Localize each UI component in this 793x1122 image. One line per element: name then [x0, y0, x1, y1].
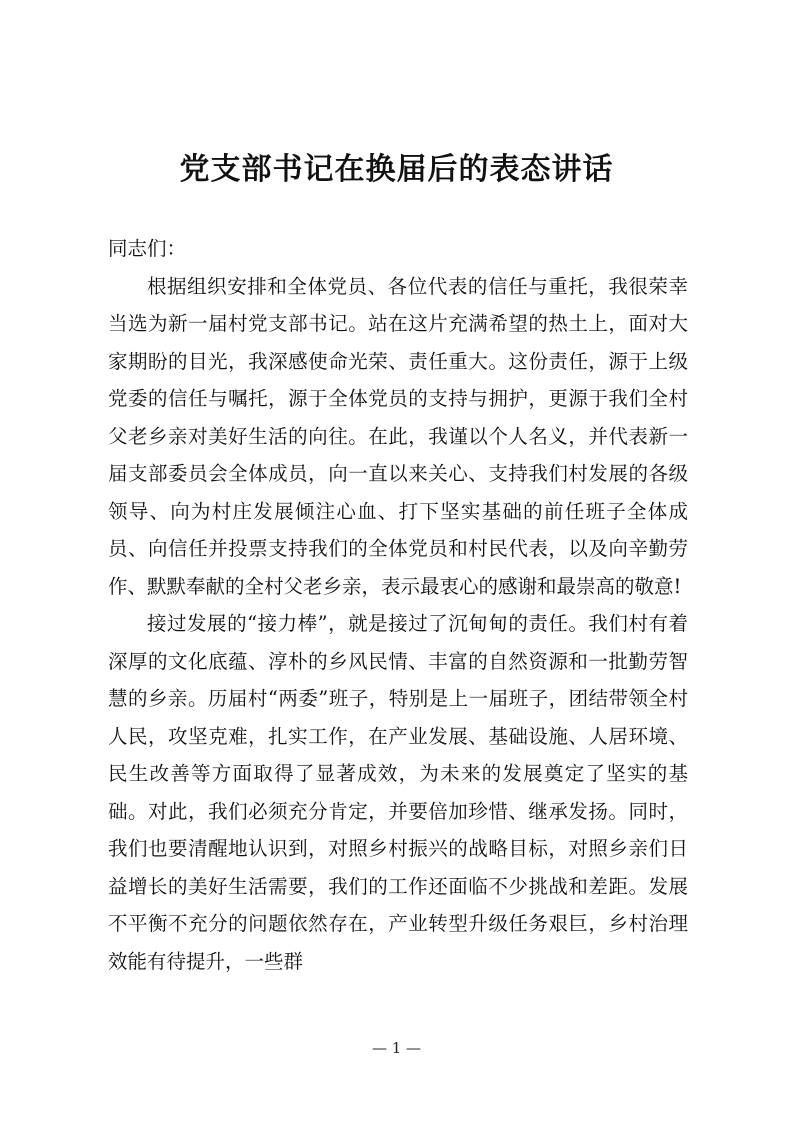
salutation: 同志们： [108, 237, 187, 260]
document-body [108, 230, 688, 980]
paragraph-1: 根据组织安排和全体党员、各位代表的信任与重托，我很荣幸当选为新一届村党支部书记。站在这片充满希望的热土上，面对大家期盼的目光，我深感使命光荣、责任重大。这份责任，源于上级党委的信任与嘱托，源于全体党员的支持与拥护，更源于我们全村父老乡亲对美好生活的向往。在此，我谨以个人名义，并代表新一届支部委员会全体成员，向一直以来关心、支持我们村发展的各级领导、向为村庄发展倾注心血、打下坚实基础的前任班子全体成员、向信任并投票支持我们的全体党员和村民代表，以及向辛勤劳作、默默奉献的全村父老乡亲，表示最衷心的感谢和最崇高的敬意! [108, 274, 688, 598]
paragraph-2: 接过发展的“接力棒”，就是接过了沉甸甸的责任。我们村有着深厚的文化底蕴、淳朴的乡风民情、丰富的自然资源和一批勤劳智慧的乡亲。历届村“两委”班子，特别是上一届班子，团结带领全村人民，攻坚克难，扎实工作，在产业发展、基础设施、人居环境、民生改善等方面取得了显著成效，为未来的发展奠定了坚实的基础。对此，我们必须充分肯定，并要倍加珍惜、继承发扬。同时，我们也要清醒地认识到，对照乡村振兴的战略目标，对照乡亲们日益增长的美好生活需要，我们的工作还面临不少挑战和差距。发展不平衡不充分的问题依然存在，产业转型升级任务艰巨，乡村治理效能有待提升，一些群 [108, 612, 688, 973]
document-title: 党支部书记在换届后的表态讲话 [179, 152, 614, 187]
page-number: — 1 — [371, 1039, 422, 1057]
